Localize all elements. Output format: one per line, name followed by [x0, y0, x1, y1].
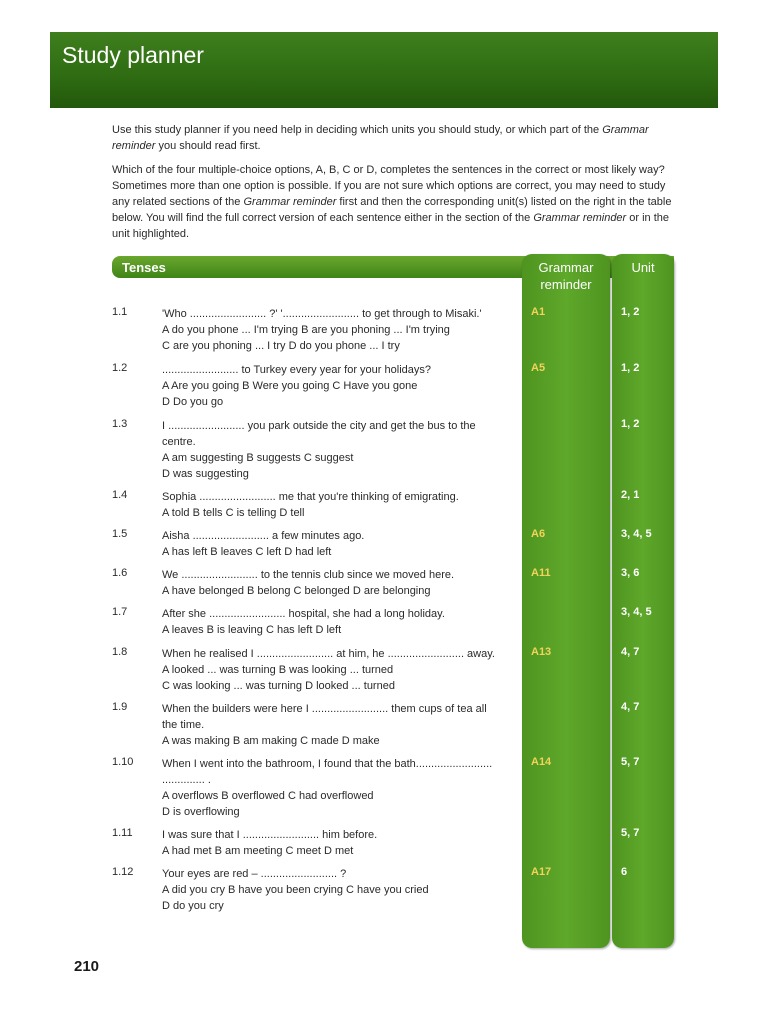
intro-2-italic-2: Grammar reminder [533, 212, 627, 224]
grammar-reminder-ref: A5 [531, 362, 546, 374]
unit-ref: 3, 4, 5 [621, 606, 652, 618]
grammar-reminder-ref: A1 [531, 306, 546, 318]
intro-paragraph-1 [112, 122, 672, 154]
question-options: the time. [162, 719, 205, 731]
question-stem: We ......................... to the tennis club since we moved here. [162, 569, 455, 581]
question-options: A am suggesting B suggests C suggest [162, 452, 354, 464]
intro-1-italic: Grammar reminder [112, 124, 649, 152]
question-options: A leaves B is leaving C has left D left [162, 624, 342, 636]
row-number: 1.10 [112, 756, 134, 768]
unit-ref: 4, 7 [621, 646, 640, 658]
question-options: A has left B leaves C left D had left [162, 546, 332, 558]
row-number: 1.1 [112, 306, 128, 318]
grammar-reminder-ref: A13 [531, 646, 552, 658]
question-options: A had met B am meeting C meet D met [162, 845, 354, 857]
question-text [162, 646, 512, 694]
grammar-reminder-ref: A11 [531, 567, 551, 579]
grammar-reminder-heading [522, 259, 610, 293]
question-text [162, 701, 512, 749]
question-options: A was making B am making C made D make [162, 735, 380, 747]
grammar-reminder-ref: A6 [531, 528, 546, 540]
row-number: 1.9 [112, 701, 128, 713]
grammar-heading-line-1: Grammar [538, 260, 594, 275]
grammar-heading-line-2: reminder [540, 277, 592, 292]
grammar-reminder-ref: A14 [531, 756, 552, 768]
unit-ref: 1, 2 [621, 306, 640, 318]
question-stem: When the builders were here I ......................... them cups of tea all [162, 703, 487, 715]
row-number: 1.5 [112, 528, 128, 540]
intro-2-text-c: first and then the corresponding unit(s) listed on the right in the table below. You will find the full correct version of each sentence either in the section of the [112, 196, 672, 224]
row-number: 1.4 [112, 489, 128, 501]
question-options: D is overflowing [162, 806, 240, 818]
question-stem: 'Who ......................... ?' '......................... to get through to Misaki.' [162, 308, 482, 320]
question-options: A did you cry B have you been crying C have you cried [162, 884, 429, 896]
row-number: 1.7 [112, 606, 128, 618]
question-options: A looked ... was turning B was looking ... turned [162, 664, 394, 676]
grammar-reminder-column [522, 254, 610, 948]
row-number: 1.2 [112, 362, 128, 374]
page-title: Study planner [62, 42, 204, 68]
intro-2-text-e: or in the unit highlighted. [112, 212, 670, 240]
question-stem: Sophia ......................... me that you're thinking of emigrating. [162, 491, 459, 503]
row-number: 1.6 [112, 567, 128, 579]
unit-ref: 4, 7 [621, 701, 640, 713]
question-options: A have belonged B belong C belonged D are belonging [162, 585, 431, 597]
question-text [162, 362, 512, 410]
question-text [162, 606, 512, 638]
question-text [162, 866, 512, 914]
intro-1-text-a: Use this study planner if you need help in deciding which units you should study, or which part of the [112, 124, 603, 136]
grammar-reminder-ref: A17 [531, 866, 552, 878]
intro-1-text-b: you should read first. [155, 140, 261, 152]
question-options: centre. [162, 436, 196, 448]
question-options: D Do you go [162, 396, 224, 408]
question-stem: Your eyes are red – ......................... ? [162, 868, 347, 880]
question-options: C are you phoning ... I try D do you phone ... I try [162, 340, 400, 352]
page-number: 210 [74, 958, 100, 975]
question-text [162, 567, 512, 599]
question-options: D was suggesting [162, 468, 249, 480]
question-options: A overflows B overflowed C had overflowed [162, 790, 374, 802]
question-stem: Aisha ......................... a few minutes ago. [162, 530, 365, 542]
question-text [162, 418, 512, 482]
question-stem: I was sure that I ......................... him before. [162, 829, 378, 841]
row-number: 1.12 [112, 866, 134, 878]
question-stem: ......................... to Turkey every year for your holidays? [162, 364, 431, 376]
question-stem: When I went into the bathroom, I found that the bath......................... [162, 758, 493, 770]
row-number: 1.11 [112, 827, 133, 839]
question-options: D do you cry [162, 900, 224, 912]
question-text [162, 756, 512, 820]
question-text [162, 306, 512, 354]
question-options: C was looking ... was turning D looked ... turned [162, 680, 395, 692]
row-number: 1.8 [112, 646, 128, 658]
question-text [162, 827, 512, 859]
section-label: Tenses [122, 260, 166, 275]
unit-ref: 6 [621, 866, 628, 878]
row-number: 1.3 [112, 418, 128, 430]
unit-ref: 2, 1 [621, 489, 640, 501]
question-options: A Are you going B Were you going C Have you gone [162, 380, 418, 392]
unit-column [612, 254, 674, 948]
unit-heading: Unit [631, 260, 655, 275]
unit-ref: 3, 4, 5 [621, 528, 652, 540]
question-stem: I ......................... you park outside the city and get the bus to the [162, 420, 476, 432]
unit-ref: 3, 6 [621, 567, 640, 579]
unit-ref: 5, 7 [621, 827, 640, 839]
question-options: .............. . [162, 774, 211, 786]
question-options: A told B tells C is telling D tell [162, 507, 305, 519]
question-text [162, 528, 512, 560]
unit-ref: 5, 7 [621, 756, 640, 768]
intro-2-text-a: Which of the four multiple-choice options, A, B, C or D, completes the sentences in the correct or most likely way? Sometimes more than one option is possible. If you are not sure which options are correct, you may need to study any related sections of the [112, 164, 666, 208]
question-options: A do you phone ... I'm trying B are you phoning ... I'm trying [162, 324, 450, 336]
question-stem: After she ......................... hospital, she had a long holiday. [162, 608, 445, 620]
intro-2-italic-1: Grammar reminder [243, 196, 337, 208]
intro-paragraph-2 [112, 162, 672, 242]
unit-ref: 1, 2 [621, 362, 640, 374]
unit-ref: 1, 2 [621, 418, 640, 430]
question-stem: When he realised I ......................... at him, he ......................... away. [162, 648, 495, 660]
question-text [162, 489, 512, 521]
